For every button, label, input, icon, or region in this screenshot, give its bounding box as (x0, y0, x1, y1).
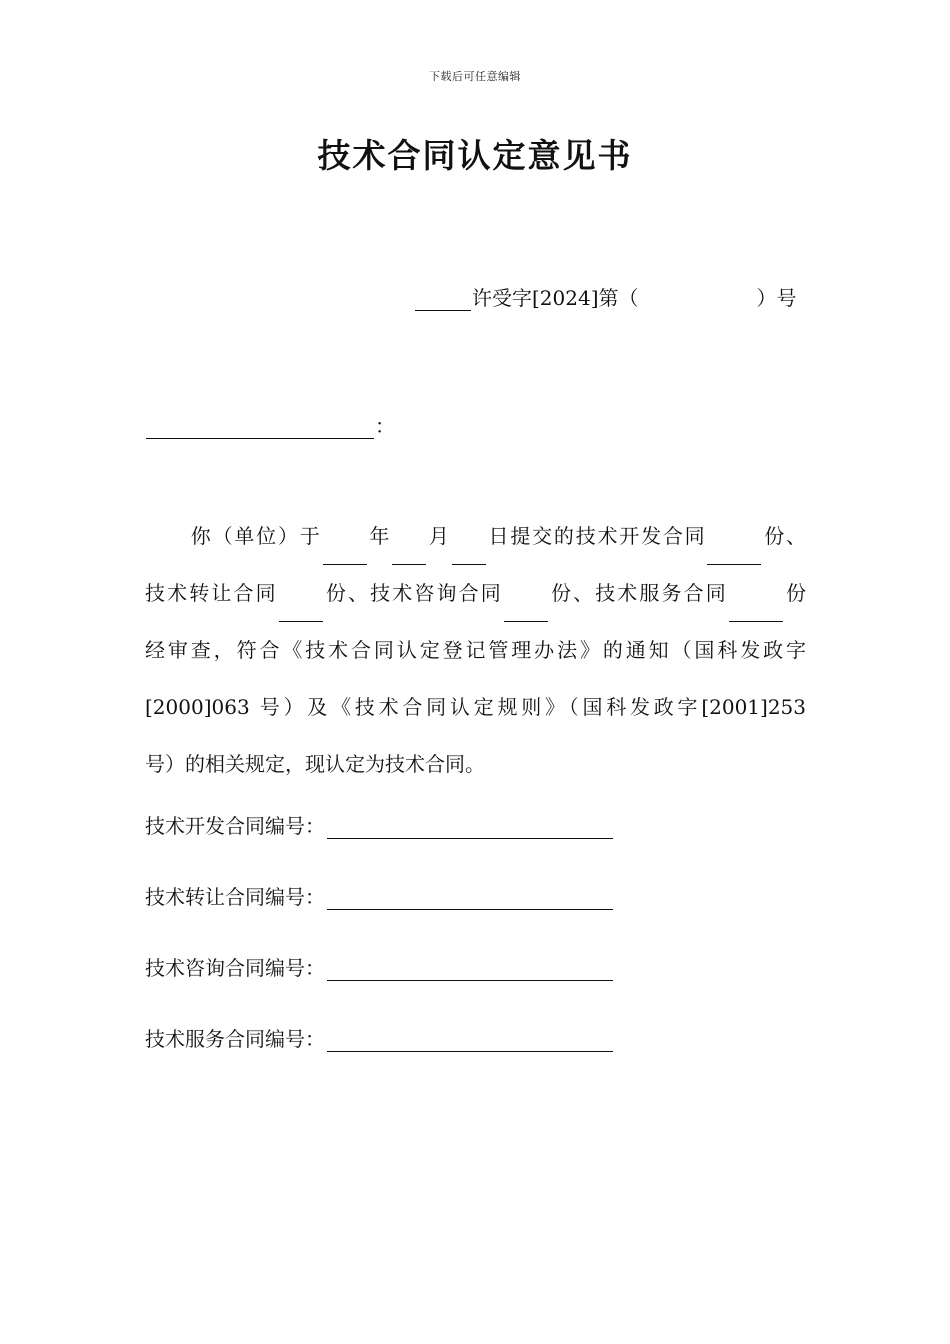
body-paragraph (145, 508, 806, 793)
transfer-contract-number-field[interactable] (327, 887, 613, 910)
service-count-blank[interactable] (729, 601, 783, 622)
consulting-count-blank[interactable] (504, 601, 548, 622)
addressee-line (145, 410, 395, 439)
development-count-blank[interactable] (707, 544, 761, 565)
service-contract-number-row (145, 1023, 613, 1052)
consulting-contract-number-field[interactable] (327, 958, 613, 981)
year-blank[interactable] (323, 544, 367, 565)
body-text: 日提交的技术开发合同 (486, 524, 707, 548)
month-blank[interactable] (392, 544, 426, 565)
body-text: 份、技术咨询合同 (323, 581, 503, 605)
body-line-3: 经审查，符合《技术合同认定登记管理办法》的通知（国科发政字 (145, 638, 806, 662)
body-text: 月 (427, 524, 451, 548)
body-text: 份、技术服务合同 (548, 581, 728, 605)
document-number (414, 282, 797, 311)
service-contract-number-label: 技术服务合同编号： (145, 1027, 325, 1051)
body-line-5: 号）的相关规定，现认定为技术合同。 (145, 752, 485, 776)
development-contract-number-field[interactable] (327, 816, 613, 839)
addressee-colon: ： (375, 414, 395, 438)
doc-number-middle: 许受字[2024]第（ (472, 286, 639, 310)
development-contract-number-row (145, 810, 613, 839)
body-line-4: [2000]063 号）及《技术合同认定规则》（国科发政字[2001]253 (145, 695, 806, 719)
addressee-blank[interactable] (146, 418, 374, 439)
body-text: 你（单位）于 (189, 524, 322, 548)
body-line-2 (145, 565, 806, 622)
development-contract-number-label: 技术开发合同编号： (145, 814, 325, 838)
body-text: 年 (367, 524, 392, 548)
day-blank[interactable] (452, 544, 486, 565)
transfer-contract-number-row (145, 881, 613, 910)
service-contract-number-field[interactable] (327, 1029, 613, 1052)
body-text: 技术转让合同 (145, 581, 278, 605)
transfer-count-blank[interactable] (279, 601, 323, 622)
document-title: 技术合同认定意见书 (317, 136, 633, 175)
body-text: 份、 (762, 524, 807, 548)
doc-prefix-blank[interactable] (415, 290, 471, 311)
consulting-contract-number-label: 技术咨询合同编号： (145, 956, 325, 980)
header-note: 下载后可任意编辑 (429, 70, 521, 83)
consulting-contract-number-row (145, 952, 613, 981)
body-text: 份 (783, 581, 807, 605)
doc-number-end: ）号 (756, 286, 797, 310)
body-line-1 (145, 508, 806, 565)
transfer-contract-number-label: 技术转让合同编号： (145, 885, 325, 909)
